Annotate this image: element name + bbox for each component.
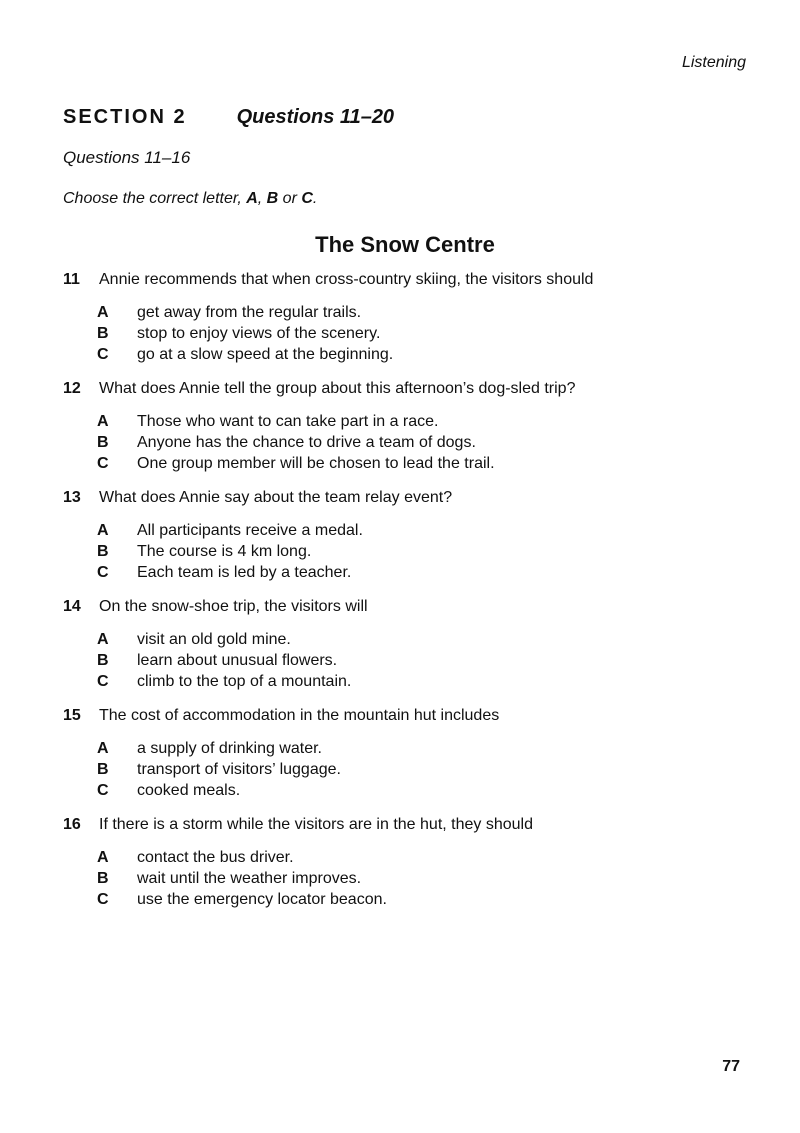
option-letter: B bbox=[97, 870, 109, 887]
option-letter: C bbox=[97, 782, 109, 799]
option-b bbox=[97, 759, 753, 780]
question-list bbox=[63, 270, 753, 924]
question-stem bbox=[63, 815, 753, 835]
option-a bbox=[97, 411, 753, 432]
option-letter: A bbox=[97, 740, 109, 757]
option-b bbox=[97, 541, 753, 562]
question-14 bbox=[63, 597, 753, 692]
instruction-sep-2: or bbox=[278, 190, 302, 207]
instruction-letter-a: A bbox=[246, 190, 258, 207]
option-c bbox=[97, 780, 753, 801]
question-number: 13 bbox=[63, 489, 81, 506]
option-c bbox=[97, 562, 753, 583]
question-stem bbox=[63, 597, 753, 617]
option-text: Those who want to can take part in a race. bbox=[137, 413, 439, 430]
question-text: What does Annie tell the group about this afternoon’s dog-sled trip? bbox=[99, 380, 576, 397]
running-head: Listening bbox=[681, 54, 746, 71]
question-text: If there is a storm while the visitors are in the hut, they should bbox=[99, 816, 533, 833]
option-list bbox=[97, 847, 753, 910]
option-letter: B bbox=[97, 325, 109, 342]
option-a bbox=[97, 847, 753, 868]
option-letter: B bbox=[97, 652, 109, 669]
question-stem bbox=[63, 488, 753, 508]
option-text: climb to the top of a mountain. bbox=[137, 673, 352, 690]
question-text: The cost of accommodation in the mountain hut includes bbox=[99, 707, 500, 724]
option-text: learn about unusual flowers. bbox=[137, 652, 338, 669]
option-letter: C bbox=[97, 673, 109, 690]
option-text: cooked meals. bbox=[137, 782, 241, 799]
option-b bbox=[97, 650, 753, 671]
option-letter: B bbox=[97, 543, 109, 560]
option-text: get away from the regular trails. bbox=[137, 304, 362, 321]
option-text: go at a slow speed at the beginning. bbox=[137, 346, 394, 363]
section-heading bbox=[63, 106, 394, 129]
option-c bbox=[97, 889, 753, 910]
option-letter: B bbox=[97, 434, 109, 451]
option-text: visit an old gold mine. bbox=[137, 631, 291, 648]
question-text: What does Annie say about the team relay event? bbox=[99, 489, 453, 506]
option-list bbox=[97, 302, 753, 365]
option-letter: A bbox=[97, 631, 109, 648]
instruction-sep-1: , bbox=[257, 190, 267, 207]
question-13 bbox=[63, 488, 753, 583]
option-b bbox=[97, 432, 753, 453]
option-text: contact the bus driver. bbox=[137, 849, 294, 866]
option-a bbox=[97, 738, 753, 759]
option-b bbox=[97, 323, 753, 344]
option-letter: A bbox=[97, 849, 109, 866]
option-b bbox=[97, 868, 753, 889]
option-text: All participants receive a medal. bbox=[137, 522, 363, 539]
instruction bbox=[63, 190, 317, 208]
option-text: One group member will be chosen to lead the trail. bbox=[137, 455, 495, 472]
question-range: Questions 11–20 bbox=[236, 106, 395, 128]
question-number: 14 bbox=[63, 598, 81, 615]
option-list bbox=[97, 738, 753, 801]
option-list bbox=[97, 411, 753, 474]
instruction-suffix: . bbox=[312, 190, 318, 207]
instruction-letter-c: C bbox=[301, 190, 313, 207]
question-11 bbox=[63, 270, 753, 365]
option-letter: A bbox=[97, 413, 109, 430]
option-letter: C bbox=[97, 891, 109, 908]
question-stem bbox=[63, 379, 753, 399]
question-number: 12 bbox=[63, 380, 81, 397]
option-letter: B bbox=[97, 761, 109, 778]
option-text: wait until the weather improves. bbox=[137, 870, 362, 887]
question-stem bbox=[63, 270, 753, 290]
question-16 bbox=[63, 815, 753, 910]
question-number: 16 bbox=[63, 816, 81, 833]
option-a bbox=[97, 629, 753, 650]
instruction-letter-b: B bbox=[266, 190, 279, 207]
option-text: use the emergency locator beacon. bbox=[137, 891, 387, 908]
option-letter: A bbox=[97, 522, 109, 539]
option-letter: C bbox=[97, 564, 109, 581]
option-letter: C bbox=[97, 346, 109, 363]
question-15 bbox=[63, 706, 753, 801]
option-text: transport of visitors’ luggage. bbox=[137, 761, 341, 778]
option-text: a supply of drinking water. bbox=[137, 740, 322, 757]
document-title: The Snow Centre bbox=[315, 232, 495, 257]
option-text: The course is 4 km long. bbox=[137, 543, 312, 560]
question-12 bbox=[63, 379, 753, 474]
question-number: 11 bbox=[63, 271, 80, 288]
option-letter: C bbox=[97, 455, 109, 472]
option-text: Anyone has the chance to drive a team of dogs. bbox=[137, 434, 476, 451]
option-list bbox=[97, 629, 753, 692]
option-c bbox=[97, 344, 753, 365]
option-c bbox=[97, 671, 753, 692]
option-a bbox=[97, 302, 753, 323]
question-text: On the snow-shoe trip, the visitors will bbox=[99, 598, 368, 615]
instruction-prefix: Choose the correct letter, bbox=[63, 190, 247, 207]
question-stem bbox=[63, 706, 753, 726]
option-letter: A bbox=[97, 304, 109, 321]
page-number: 77 bbox=[722, 1058, 740, 1075]
option-list bbox=[97, 520, 753, 583]
option-text: Each team is led by a teacher. bbox=[137, 564, 352, 581]
option-a bbox=[97, 520, 753, 541]
option-text: stop to enjoy views of the scenery. bbox=[137, 325, 381, 342]
question-number: 15 bbox=[63, 707, 81, 724]
section-title: SECTION 2 bbox=[63, 106, 187, 128]
question-subheading: Questions 11–16 bbox=[63, 148, 191, 167]
question-text: Annie recommends that when cross-country skiing, the visitors should bbox=[99, 271, 594, 288]
option-c bbox=[97, 453, 753, 474]
